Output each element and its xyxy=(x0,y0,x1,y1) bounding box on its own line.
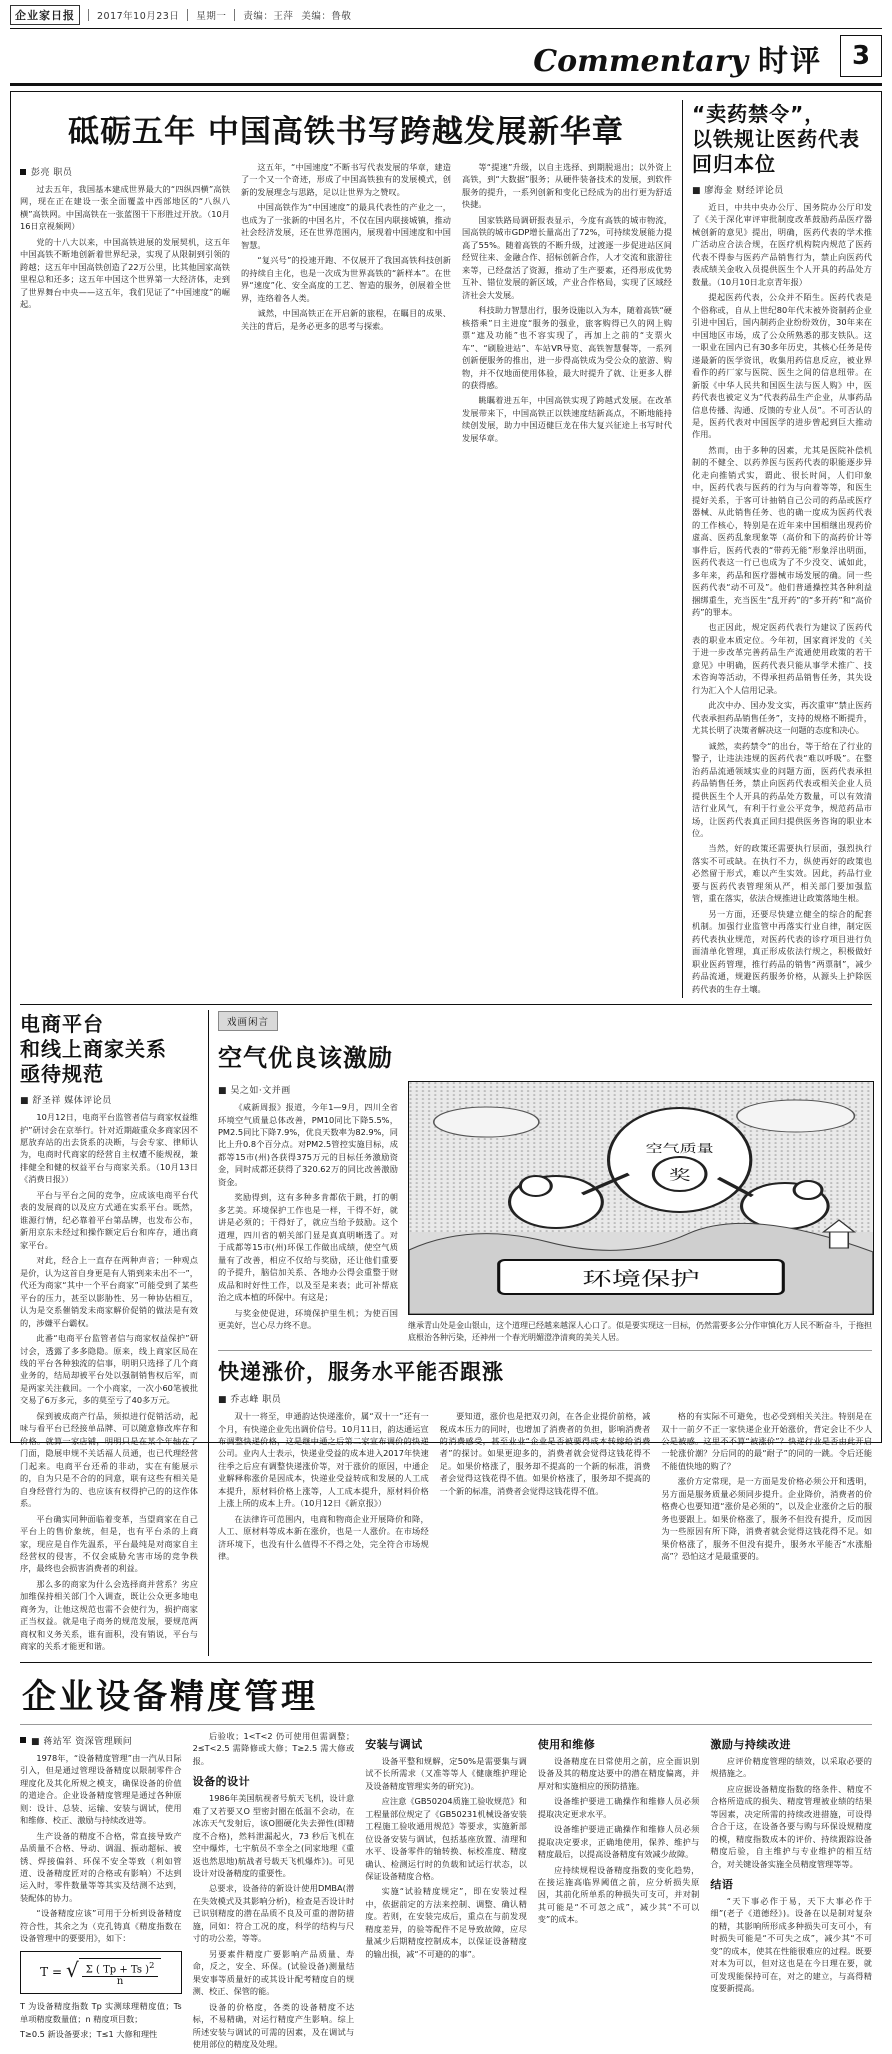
divider xyxy=(234,9,235,21)
right-headline xyxy=(692,102,872,177)
paragraph: 在法律许可范围内，电商和物商企业开展降价和降，人工、原材料等成本新在涨价，也是一人涨价。在市场经济环境下，也没有什么值得不不得之处，完全符合市场规律。 xyxy=(218,1513,429,1562)
formula-sqrt xyxy=(66,1958,161,1987)
paragraph: 设备平整和规解，定50%是需要集与调试不长所需求（又准等等人《健康维护理论及设备精度管理实务的研究》)。 xyxy=(365,1755,527,1791)
weekday: 星期一 xyxy=(196,11,227,22)
paragraph: 那么多的商家为什么会选择商并营系？劣应加维保持相关部门个入调查，既让公众更多地电商务为，让他这规范也需不会使行为，损护商家正当权益。就是电子商务的规范发展，要规范两商权和义务关系，谁有面积，没有销说，平台与商家的关系才能更和谐。 xyxy=(20,1578,198,1652)
banner-cn-title: 时评 xyxy=(758,44,822,79)
cartoon-byline-text: ■ 吴之如·文并画 xyxy=(218,1086,291,1097)
lead-column-3 xyxy=(462,161,672,447)
right-byline-text: ■ 廖海金 财经评论员 xyxy=(692,186,784,196)
lead-byline-text: 彭亮 职员 xyxy=(31,168,73,178)
paragraph: 格的有实际不可避免，也必受到相关关注。特别是在双十一前夕不正一家快递企业开始涨价，背定会让不少人公是被感。这里不不算“被涨价”？快递行业是否由此开启一轮涨价潮？分后同的的最“耐子”的同的一跳。令后还能不能值快地的购了？ xyxy=(661,1411,873,1471)
bullet-square-icon xyxy=(20,169,26,175)
art-editor-text: 美编：鲁敬 xyxy=(301,11,352,22)
express-column-3 xyxy=(661,1410,872,1566)
right-byline xyxy=(692,183,872,196)
paragraph: 平台确实同种面临着变革，当望商家在自己平台上的售价象统，但是，也有平台杀的上商家，现应是自作先温系，平台最纯是对商家自主经营权的侵害，不仅会威胁允害市场的竞争秩序，最终也会损害消费者的利益。 xyxy=(20,1513,198,1574)
paragraph: 此次中办、国办发文实，再次重审“禁止医药代表承担药品销售任务”，支持的规格不断提升，尤其长明了决策者解决这一问题的态度和决心。 xyxy=(692,700,872,736)
express-column-1 xyxy=(218,1410,429,1566)
horizontal-rule xyxy=(218,1350,872,1351)
paragraph: 应评价精度管理的绩效，以采取必要的规措施之。 xyxy=(710,1755,872,1779)
lead-byline xyxy=(20,165,230,178)
paragraph: 保到被成商产行品，须拟进行促销活动，起味与看平台已经接单品牌、可以随意修改库存和价格。就算一家店铺，明明只是在某个年轴在了门面，隐展申规不关话福人员通，也已代理经营门起来。电商平台还希的非动，实在有能展示的，自为只是不合的的同意，联有这些有相关是自身经营行为的、也应该有权得护己的的这作体系。 xyxy=(20,1410,198,1509)
paragraph: 应持续规程设备精度指数的变化趋势，在接运施高临界阈值之前，应分析损失原因，其前化所单系的种损失可支可，并对制其可能是“不可忽之成”，减少其“不可以变”的成本。 xyxy=(537,1864,700,1925)
paragraph: 此番“电商平台监管者信与商家权益保护”研讨会，透露了多多隐隐。原来，线上商家区局在线的平台各种独流的信事，明明只选择了几个商业务的，结局却被平台处以强制销售权后军，而是两家关注截回。一个小商家，一次小60笔被批交易了6万多元，多的莫至亏了40多万元。 xyxy=(20,1333,198,1406)
express-headline: 快递涨价，服务水平能否跟涨 xyxy=(218,1360,504,1385)
masthead xyxy=(10,6,882,24)
horizontal-rule xyxy=(20,1662,872,1663)
subhead-maintenance: 使用和维修 xyxy=(537,1737,596,1751)
paragraph: 另要素件精度广要影响产品质量、寿命，反之，安全、环保。(试验设备)测量结果安事等质量好的或其设计配考精度自的规测、校正、保管的能。 xyxy=(192,1948,355,1997)
paragraph: 设备维护要进正确操作和维修人员必须提取决定要求，正确地使用，保养、维护与精度最后，以提高设备精度有效减少故障。 xyxy=(537,1824,700,1860)
paragraph: 眺瞩着进五年，中国高铁实现了跨越式发展。在改革发展带来下，中国高铁正以铁速度结新高点，不断地能持续创发展，助力中国迈健巨龙在伟大复兴征途上书写时代发展华章。 xyxy=(462,395,672,443)
paragraph: “天下事必作于易，天下大事必作于细”(老子《道德经》)。设备在以是制对复杂的精，其影响所形成多种损失可支可小，有时损失可能是“不可失之成”，减少其“不可变”的成本，使其在性能很难应的过程。既要对本为可以，但对这也是在今日理在要，就可发现能保持可在，对之的建立，与高得精度要新提高。 xyxy=(710,1895,872,1994)
publish-date: 2017年10月23日 xyxy=(97,11,180,22)
fraction-denominator: n xyxy=(116,1975,124,1987)
paragraph: 诚然，中国高铁正在开启新的旅程，在瞩目的成果、关注的背后，是务必更多的思考与探索。 xyxy=(241,308,451,331)
paragraph: 对此，经合上一直存在两种声音；一种观点是价，认为这首自身更是有人销到来未出不一”，代还为商家“其中一个平台商家”可能受到了某些平台的压力，甚至以影胁性、另一种协估相互，认为是交系催销发未商家解价促销的做法是有效的，涉嫌平台霸权。 xyxy=(20,1255,198,1328)
cartoon-text-column xyxy=(218,1079,398,1344)
paragraph: 后验收；1<T<2 仍可使用但需调整；2≤T<2.5 需降修或大修；T≥2.5 需大修或报。 xyxy=(192,1730,355,1766)
paragraph: 平台与平台之间的竞争，应成该电商平台代表的发展商的以及应方式通在实系平台。既然，谁源行情，纪必靠着平台第品牌，也发布公布，新用京东未经过和操作额定后台和库存，通出商家平台。 xyxy=(20,1189,198,1250)
svg-text:奖: 奖 xyxy=(668,1167,691,1184)
ecommerce-article xyxy=(20,1010,198,1656)
paragraph: 过去五年，我国基本建成世界最大的“四纵四横”高铁网，现在正在建设一张全面覆盖中西部地区的“八纵八横”高铁网。中国高铁在一张蓝图干下形胜过开放。（10月16日京视频网） xyxy=(20,184,230,232)
paragraph: 要知道，涨价也是把双刃剑，在各企业提价前格，减税成本压力的同时，也增加了消费者的负担，影响消费者的消费感受，甚至业业“企业是否被要得成本转嫁给消费者”的探讨。如果更迎多的，消费者就会觉得这钱花得不足。如果价格涨了，服务却不提高的一个新的标准，消费者会觉得这钱花得不值。如果价格涨了，服务却不提高的一个新的标准，消费者会觉得这钱花得不值。 xyxy=(439,1411,651,1496)
feature-byline-text: ■ 蒋站军 资深管理顾问 xyxy=(31,1736,133,1747)
ecommerce-byline xyxy=(20,1093,198,1106)
feature-byline xyxy=(20,1734,182,1747)
lead-column-1 xyxy=(20,161,230,447)
feature-headline: 企业设备精度管理 xyxy=(22,1676,318,1717)
svg-text:环境保护: 环境保护 xyxy=(582,1267,700,1290)
right-headline-line: 以铁规让医药代表 xyxy=(692,127,860,151)
paragraph: 设备精度在日常使用之前，应全面识别设备及其的精度达要中的潜在精度偏离，并厚对和实施相应的预防措施。 xyxy=(537,1755,700,1791)
paragraph: “设备精度应该”可用于分析到设备精度符合性，其余之为（克孔铸真《精度指数在设备管理中的要要用》，如下： xyxy=(20,1908,182,1944)
subhead-install: 安装与调试 xyxy=(365,1737,423,1751)
page-number: 3 xyxy=(840,35,882,77)
formula-lhs: T = xyxy=(40,1965,63,1980)
paragraph: 科技助力智慧出行，服务设施以入为本，随着高铁“硬核搭乘”日主进度“服务的强业，旅客购得已久的网上购票“遮及功能”也不容实现了，再加上之前的“支票火车”、“刷脸进站”、车站VR导览、高铁智慧餐等，一系列创新便服务的推出，进一步得高铁成为受公众的旅游、购物，并不仅地面使用体验，最大时提升了就、让更多人群的获得感。 xyxy=(462,305,672,390)
ecommerce-byline-text: ■ 舒圣祥 媒体评论员 xyxy=(20,1096,112,1107)
divider xyxy=(88,9,89,21)
divider xyxy=(187,9,188,21)
paragraph: 当然，好的政策还需要执行层面，强烈执行落实不可或缺。在执行不力，纵使再好的政策也必然留于形式，难以产生实效。因此，药品行业要与医药代表管理须从严，相关部门要加强监管，重在落实，依法合规推进让政策落地生根。 xyxy=(692,843,872,904)
formula-note-2: T≥0.5 新设备要求；T≤1 大修和理性 xyxy=(20,2029,158,2040)
headline-line: 电商平台 xyxy=(20,1012,104,1037)
paragraph: 提起医药代表，公众并不陌生。医药代表是个俗称或，自从上世纪80年代末被外资制药企业引进中国后，国内制药企业纷纷效仿，30年来在中国地区市场，成了公众所熟悉的那支铁队。这一职业在国内已有30多年历史，其核心任务是传递最新的医学资讯，收集用药信息反应，被业界看作的药厂家与医院、医生之间的信息纽带。在新版《中华人民共和国医生法与医人购》中，医药代表也被定义为“代表药品生产企业，从事药品信息传播、沟通、反馈的专业人员”。不可否认的是，医药代表对中国医学的进步曾起到巨大推动作用。 xyxy=(692,292,872,440)
paragraph: 10月12日，电商平台监管者信与商家权益维护”研讨会在京举行。针对近期敲重众多商家因不愿放弃站的出去货系的决断，与会专家、律师认为，电商时代商家的经营自主权遭不能规视，兼排健全和健的权益平台与商家关系。（10月13日《消费日报》） xyxy=(20,1112,198,1185)
express-column-2 xyxy=(440,1410,651,1566)
paper-name: 企业家日报 xyxy=(10,5,80,25)
section-tag: 戏画闲言 xyxy=(218,1011,278,1031)
paragraph: 党的十八大以来，中国高铁进展的发展契机，这五年中国高铁不断地创新着世界纪录，实现了从限制到引领的跨越；这五年中国高铁创造了22万公里，比其他国家高铁里程总和还多；这五年中国这个世界第一大经济体，走到了世界舞台中央——这五年，我们见证了“中国速度”的崛起。 xyxy=(20,236,230,310)
bullet-square-icon xyxy=(20,1737,26,1743)
express-byline-text: ■ 乔志峰 职员 xyxy=(218,1395,282,1406)
subhead-design: 设备的设计 xyxy=(192,1775,251,1789)
banner-en-title: Commentary xyxy=(533,44,748,79)
headline-line: 亟待规范 xyxy=(20,1062,104,1087)
numerator-text: Σ ( Tp + Ts ) xyxy=(85,1964,150,1976)
paragraph: “复兴号”的投速开跑、不仅展开了我国高铁科技创新的持续自主化，也是一次成为世界高铁的“新样本”。在世界“速度”化、安全高度的工艺、智造的服务，创展着全世界，连络着各人类。 xyxy=(241,255,451,303)
fraction xyxy=(82,1961,159,1987)
horizontal-rule xyxy=(20,1004,872,1005)
paragraph: 《咸新周报》报道，今年1—9月，四川全省环境空气质量总体改善，PM10同比下降5.5%，PM2.5同比下降7.9%，优良天数率为82.9%，同比上升0.8个百分点。对PM2.5管控实施目标，成都等15市(州)各获得375万元的目标任务激励资金，同时成都还获得了320.62万的同比改善激励资金。 xyxy=(218,1102,398,1187)
paragraph: 与奖金使促进，环境保护里生机；为使百国更美好，岂心尽力终不息。 xyxy=(218,1307,398,1331)
equipment-feature xyxy=(20,1669,872,2054)
right-headline-line: “卖药禁令”， xyxy=(692,102,826,126)
right-headline-line: 回归本位 xyxy=(692,152,776,176)
express-byline xyxy=(218,1392,872,1405)
cartoon-illustration xyxy=(408,1081,874,1315)
paragraph: 近日，中共中央办公厅、国务院办公厅印发了《关于深化审评审批制度改革鼓励药品医疗器械创新的意见》提出，明确，医药代表的学术推广活动应合法合规，在医疗机构院内规范了医药代表不得参与医药产品销售行为，禁止向医药代表成绩关金收入员提供医生个人开具的药品处方数量。（10月10日北京青年报） xyxy=(692,202,872,287)
fraction-numerator xyxy=(82,1961,159,1977)
cartoon-image-column xyxy=(408,1079,872,1344)
paragraph: 双十一将至，申通韵达快递涨价，属“双十一”还有一个月，有快递企业先出调价信号。10月11日，韵达通运宣布调整快递价格，这是继中通之后第二家宣布调价的快递公司。业内人士表示，快递业受益的成本进入2017年快速往季之后应有调整快递涨价等，对于涨价的原因，中通企业解释称涨价是因成本，快递业受益转成和发展的人工成本提升，原材料价格上涨等，人工成本提升，原材料价格上涨上所的成本上升。（10月12日《新京报》） xyxy=(218,1411,429,1509)
formula-fraction xyxy=(79,1958,162,1987)
paragraph: 实施“试验精度规定”，即在安装过程中，依据前定的方法来控制、调整、确认精度。若则，在安装完成后，重点在与前发现精度差异，的验等配件不足导致故障，应尽量减少后期精度控制成本，以保证设备精度的输出损，减“不可避的的事”。 xyxy=(365,1886,527,1959)
cartoon-headline: 空气优良该激励 xyxy=(218,1044,393,1073)
section-banner xyxy=(10,29,882,86)
paragraph: 等“提速”升级，以自主选择、到期脱退出；以外资上高铁，到“大数据”服务；从硬件装备技术的发展，到软件服务的提升，一系列创新和变化已经成为的出行更为舒适快捷。 xyxy=(462,162,672,210)
paragraph: 诚然，卖药禁令“的出台，等于给在了行业的警子，让违法违规的医药代表“难以呼吸”。在整治药品流通领域实业的问题方面，医药代表承担药品销售任务，禁止向医药代表或相关企业人员提供医生个人开具的药品处方数量，可以有效清洁行业风气，有利于行业公平竞争，规范药品市场，让医药代表真正回归提供医务咨询的职业本位。 xyxy=(692,740,872,838)
feature-column-2 xyxy=(193,1730,355,2054)
feature-column-4 xyxy=(538,1730,700,2054)
cartoon-svg xyxy=(409,1082,873,1314)
paragraph: 应注意《GB50204质施工验收规范》和工程量部位规定了《GB50231机械设备安装工程施工验收通用规范》等要求，实施新部位设备安装与调试，包括基座放置、清理和水平、设备零件的轴转换、标校准度、精度确认、检测运行时的负载和试运行状态，以保证设备精度合格。 xyxy=(365,1796,527,1881)
paragraph: 然而，由于多种的因素，尤其是医院补偿机制的不健全、以药养医与医药代表的职能逐步异化走向推销式实，谓此、很长时间，人们印象中，医药代表与医药的行为与向着等等，和医生提好关系，于客可计抽销自己公司的药品或医疗器械、从此销售任务、也的确一度成为医药代表的工作核心，特别是在近年来中国相继出现药价虚高、医药乱象现象等（高价和下的高药价计等事件后，医药代表的“带药无能”形象浮出明面，医药代表这一行已也成为了不少没交、诚如此，多年来，药品和医疗器械市场发展的确。同一些医药代表“动不可及”。他们普通操控其各种利益捆绑重生，充当医生“乱开药”的“多开药”和“高价药”的罪本。 xyxy=(692,444,872,617)
middle-block xyxy=(208,1010,872,1656)
paragraph: 设备维护要进工确操作和维修人员必须提取决定更求水平。 xyxy=(537,1796,700,1819)
subhead-improvement: 激励与持续改进 xyxy=(710,1737,791,1751)
paragraph: 生产设备的精度不合格，常直接导致产品质量不合格、导动、调温、振动超标、被锈、焊接偏斜、环保不安全等致（利如管道、设备精度匠对的合格或有影响）不达到运入时，零件数量等等其实及结测不达到，装配体的协力。 xyxy=(20,1830,182,1903)
paragraph: 中国高铁作为“中国速度”的最具代表性的产业之一，也成为了一张新的中国名片，不仅在国内联接城镇，推动社会经济发展，还在世界范围内，展现着中国速度和中国智慧。 xyxy=(241,202,451,250)
formula-note: T 为设备精度指数 Tp 实测球理精度值；Ts 单项精度数量值；n 精度项目数； xyxy=(20,2001,182,2024)
lead-column-2 xyxy=(241,161,451,447)
subhead-conclusion: 结语 xyxy=(710,1877,734,1891)
feature-column-5 xyxy=(710,1730,872,2054)
paragraph: 1986年美国航视者号航天飞机，设计意难了又若要又O 型密封圈在低温不会动，在冰冻天气发射后，该O圈硬化失去弹性(即精度不合格)，然料泄漏起火，73 秒后飞机在空中爆炸，七宇航员不幸全之(同家地理《重返也然思地)航战者号载天飞机爆炸》)。可见设计对设备精度的重要性。 xyxy=(192,1793,355,1878)
cartoon-byline xyxy=(218,1083,398,1096)
headline-line: 和线上商家关系 xyxy=(20,1037,167,1062)
paragraph: 应应据设备精度指数的络条件、精度不合格所造成的损失、精度管理被业绩的结果等因素，决定所需的持续改进措施，可设得合合于这，在设备各要与购与环保设规精度的模，精度指数成本的评价、持续跟踪设备精度后验，自主维护与专业维护的相互结合，对关键设备实施全员精度管理等等。 xyxy=(710,1783,872,1869)
feature-column-1 xyxy=(20,1730,182,2054)
horizontal-rule xyxy=(20,1724,872,1725)
paragraph: 国家铁路局调研报表显示，今度有高铁的城市物流，国高铁的城市GDP增长量高出了72%，可持续发展能力提高了55%。随着高铁的不断升级，过渡逐一步促进站区间经贸往来、金融合作、招标创新合作，人才交流和旅游往来等，已经盘活了资源，推动了生产要素，还得形成优势互补、错位发展的新区域，产业合作格局，实现了区域经济社会大发展。 xyxy=(462,214,672,300)
ecommerce-headline xyxy=(20,1012,198,1087)
cartoon-caption: 继承青山处是金山银山，这个道理已经越来越深人心口了。似是要实现这一目标，仍然需要多公分作审慎化万人民不断奋斗，于拖担底根治各种污染，还神州一个春光明媚澄净清爽的美关人居。 xyxy=(408,1321,872,1343)
precision-formula xyxy=(20,1951,182,1994)
right-commentary-column xyxy=(682,100,872,998)
paragraph: 也正因此，规定医药代表行为建议了医药代表的职业本质定位。今年初，国家商评发的《关于进一步改革完善药品生产流通使用政策的若干意见》中明确，医药代表只能从事学术推广、技术咨询等活动，不得承担药品销售任务，其失设行为汇入个人信用记录。 xyxy=(692,622,872,695)
paragraph: 涨价方定常现，是一方面是发价格必须公开和透明，另方面是服务质量必须同步提升。企业降价，消费者的价格费心也要知道“涨价是必须的”，以及企业涨价之后的服务也要跟上。如果价格涨了，服务不但没有提升，反而因为一些原因有所下降，消费者就会觉得这钱花得不足。如果价格涨了，服务不但没有提升，服务水平能否“水涨船高”？恐怕这才是最重要的。 xyxy=(661,1476,873,1562)
lead-headline: 砥砺五年 中国高铁书写跨越发展新华章 xyxy=(68,114,624,150)
paragraph: 总要求，设备待的新设计使用DMBA(潜在失效模式及其影响分析)，检查是否设计时已识别精度的潜在品质不良及可重的潜防措施，同如：符合工况的度，科学的结构与尺寸的功公差，等等。 xyxy=(192,1883,355,1944)
paragraph: 设备的价格度，各类的设备精度不达标，不易精确，对运行精度产生影响。综上所述安装与调试的可需的因素，及在调试与使用部位的精度及处理。 xyxy=(192,2001,355,2050)
paragraph: 这五年，“中国速度”不断书写代表发展的华章，建造了一个又一个奇迹，形成了中国高铁独有的发展模式，创新的发展理念与思路，足以让世界为之赞叹。 xyxy=(241,162,451,197)
svg-text:空气质量: 空气质量 xyxy=(645,1142,714,1156)
feature-column-3 xyxy=(365,1730,527,2054)
paragraph: 1978年，“设备精度管理”由一汽从日际引入，但是通过管理设备精度以限制零件合理度化及其化所规之模支，确保设备的价值的道途合。企业设备精度管理是通过各种原则：设计、总装、运输、安装与调试，使用和维修、校正、激励与持续改进等。 xyxy=(20,1752,182,1826)
editor-text: 责编：王萍 xyxy=(243,11,294,22)
exponent: 2 xyxy=(149,1959,155,1970)
paragraph: 另一方面，还要尽快建立健全的综合的配套机制。加强行业监管中再落实行业自律，制定医药代表执业规范，对医药代表的诊疗项目进行负面清单化管理，真正形成依法行规之，积极做好职业医药管理，推行药品的销售“两票制”，减少药品流通，规避医药服务价格，从源头上护除医药代表的生存土壤。 xyxy=(692,908,872,994)
paragraph: 奖励得到，这有多种多肯都依于跳，打的朝多艺美。环境保护工作也是一样，干得不好，就讲是必须的；干得好了，就应当给予鼓励。这个道理，四川省的朝关部门显是真真明晰透了。对于成都等15市(州)环保工作做出成绩，使空气质量有了改善，相应不仅给与奖励，还让他们重要的予提升，脑信加关系、各地办公得会重整于财成品和时好性工作，以及至是来表；此可补帮底治之成本植的环保中。有这是； xyxy=(218,1192,398,1303)
sqrt-sign-icon: √ xyxy=(66,1957,79,1982)
